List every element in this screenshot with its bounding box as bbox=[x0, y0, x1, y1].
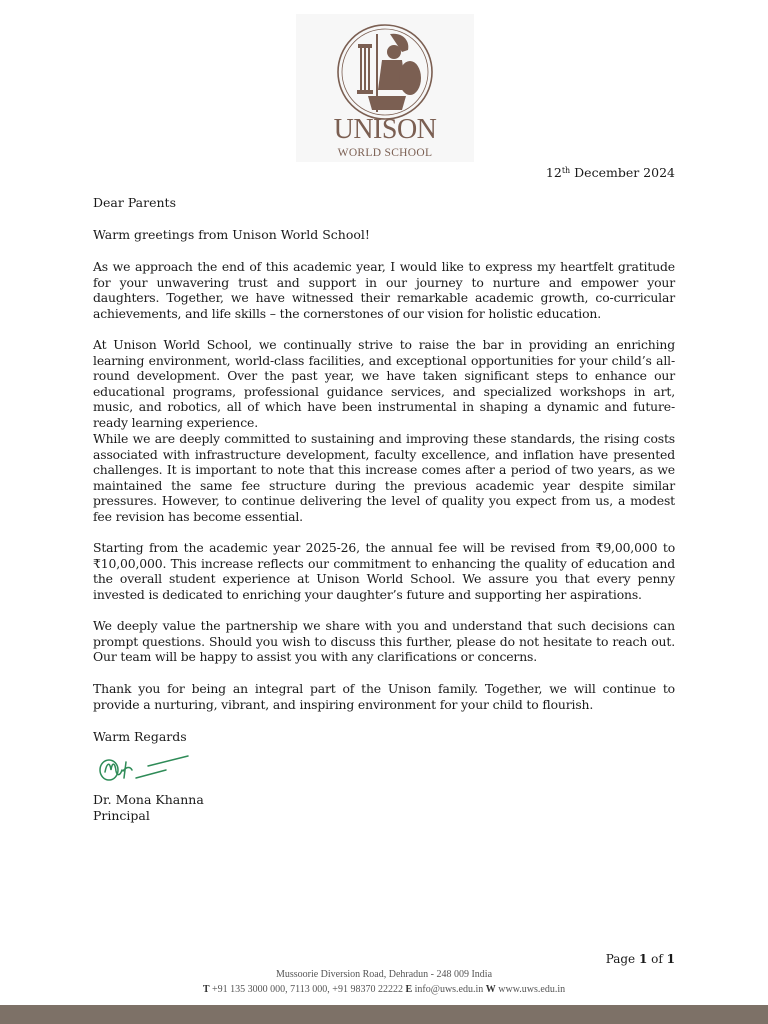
page-current: 1 bbox=[638, 952, 648, 966]
paragraph-fee-revision: Starting from the academic year 2025-26, the annual fee will be revised from ₹9,00,000 to ₹10,00,000. This increase reflects our commitment to enhancing the quality of education and the overall student experience at Unison World School. We assure you that every penny invested is dedicated to enriching your daughter’s future and supporting her aspirations. bbox=[93, 540, 675, 602]
salutation: Dear Parents bbox=[93, 195, 176, 210]
paragraph-thanks: Thank you for being an integral part of the Unison family. Together, we will continue to provide a nurturing, vibrant, and inspiring environment for your child to flourish. bbox=[93, 681, 675, 712]
page-number bbox=[606, 951, 675, 967]
page-of: of bbox=[647, 952, 667, 966]
paragraph-facilities: At Unison World School, we continually strive to raise the bar in providing an enriching learning environment, world-class facilities, and exceptional opportunities for your child’s all-round development. Over the past year, we have taken significant steps to enhance our educational programs, professional guidance services, and specialized workshops in art, music, and robotics, all of which have been instrumental in shaping a dynamic and future-ready learning experience. bbox=[93, 337, 675, 430]
footer-bar bbox=[0, 1005, 768, 1024]
footer-contact bbox=[0, 983, 768, 996]
web-label: W bbox=[485, 984, 496, 995]
school-logo bbox=[296, 14, 474, 162]
email-address: info@uws.edu.in bbox=[412, 984, 486, 995]
paragraph-gratitude: As we approach the end of this academic year, I would like to express my heartfelt gratitude for your unwavering trust and support in our journey to nurture and empower your daughters. Together, we have witnessed their remarkable academic growth, co-curricular achievements, and life skills – the cornerstones of our vision for holistic education. bbox=[93, 259, 675, 321]
website: www.uws.edu.in bbox=[495, 984, 566, 995]
phone-label: T bbox=[202, 984, 210, 995]
paragraph-partnership: We deeply value the partnership we share with you and understand that such decisions can prompt questions. Should you wish to discuss this further, please do not hesitate to reach out. Our team will be happy to assist you with any clarifications or concerns. bbox=[93, 618, 675, 665]
paragraph-rising-costs: While we are deeply committed to sustaining and improving these standards, the rising costs associated with infrastructure development, faculty excellence, and inflation have presented challenges. It is important to note that this increase comes after a period of two years, as we maintained the same fee structure during the previous academic year despite similar pressures. However, to continue delivering the level of quality you expect from us, a modest fee revision has become essential. bbox=[93, 431, 675, 524]
footer-address: Mussoorie Diversion Road, Dehradun - 248 009 India bbox=[275, 969, 493, 980]
page-label: Page bbox=[605, 952, 639, 966]
page-total: 1 bbox=[666, 952, 675, 966]
phone-numbers: +91 135 3000 000, 7113 000, +91 98370 22222 bbox=[209, 984, 406, 995]
signature-image bbox=[96, 748, 196, 788]
email-label: E bbox=[405, 984, 413, 995]
date-day: 12 bbox=[545, 165, 562, 180]
closing: Warm Regards bbox=[93, 729, 187, 744]
date-month-year: December 2024 bbox=[570, 165, 675, 180]
warrior-emblem-icon bbox=[332, 20, 438, 124]
date-suffix: th bbox=[561, 166, 571, 175]
greeting-line: Warm greetings from Unison World School! bbox=[93, 227, 370, 242]
school-logo-name: UNISON bbox=[333, 114, 437, 145]
letter-date bbox=[546, 162, 675, 182]
signatory-title: Principal bbox=[93, 808, 150, 823]
school-logo-subtitle: WORLD SCHOOL bbox=[337, 147, 433, 159]
signatory-name: Dr. Mona Khanna bbox=[93, 792, 204, 807]
